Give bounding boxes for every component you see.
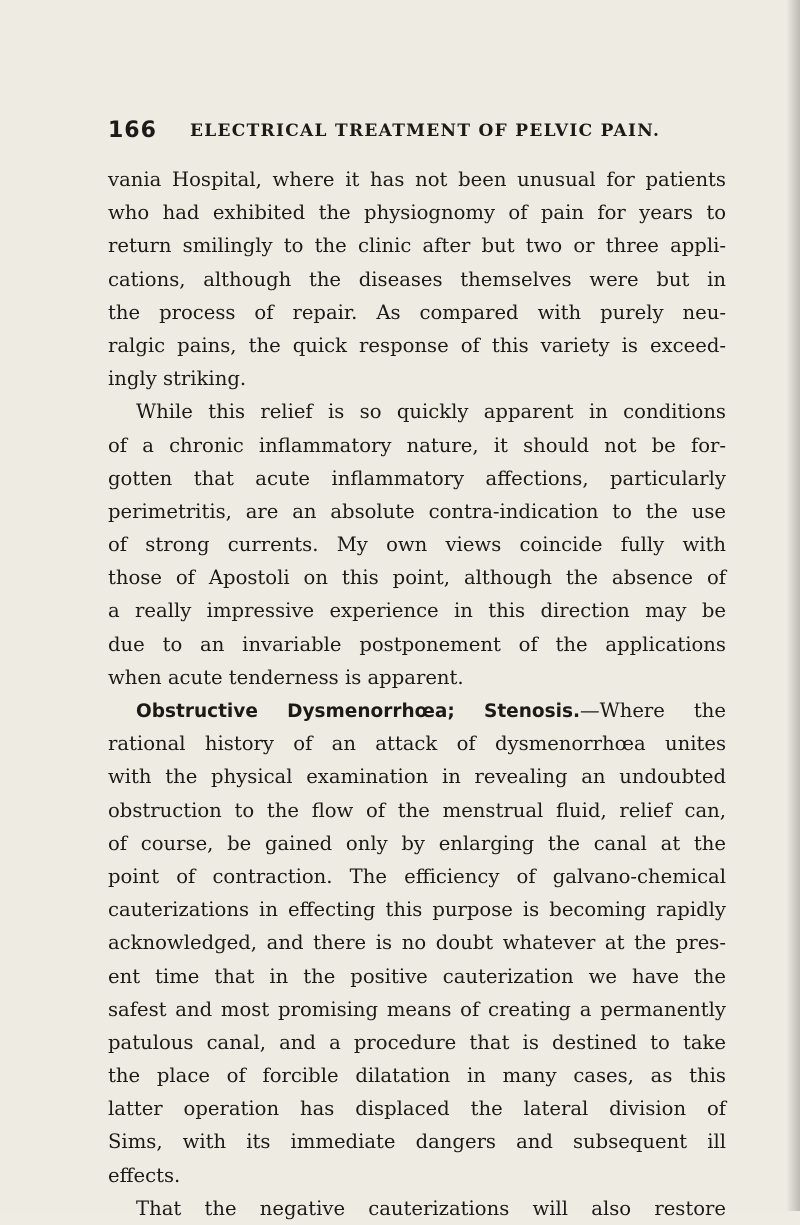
text-line: the process of repair. As compared with purely neu- bbox=[108, 300, 726, 324]
text-line: those of Apostoli on this point, although the absence of bbox=[108, 566, 726, 590]
text-line: of a chronic inflammatory nature, it should not be for- bbox=[108, 433, 726, 457]
text-line: Sims, with its immediate dangers and subsequent ill bbox=[108, 1130, 726, 1154]
text-line: a really impressive experience in this direction may be bbox=[108, 599, 726, 623]
text-line: rational history of an attack of dysmenorrhœa unites bbox=[108, 732, 726, 756]
page-edge-shadow bbox=[786, 0, 800, 1211]
text-line: due to an invariable postponement of the applications bbox=[108, 632, 726, 656]
text-line: safest and most promising means of creating a permanently bbox=[108, 997, 726, 1021]
text-line: the place of forcible dilatation in many cases, as this bbox=[108, 1064, 726, 1088]
text-line: patulous canal, and a procedure that is destined to take bbox=[108, 1030, 726, 1054]
text-line: acknowledged, and there is no doubt whatever at the pres- bbox=[108, 931, 726, 955]
section-heading-line bbox=[108, 694, 726, 727]
section-heading: Obstructive Dysmenorrhœa; Stenosis. bbox=[136, 701, 580, 722]
text-line: ent time that in the positive cauterization we have the bbox=[108, 964, 726, 988]
text-line: That the negative cauterizations will also restore bbox=[136, 1196, 726, 1220]
text-line: gotten that acute inflammatory affections, particularly bbox=[108, 466, 726, 490]
text-line: ralgic pains, the quick response of this variety is exceed- bbox=[108, 333, 726, 357]
page-header bbox=[108, 118, 728, 148]
text-line: cations, although the diseases themselves were but in bbox=[108, 267, 726, 291]
text-line: of course, be gained only by enlarging the canal at the bbox=[108, 831, 726, 855]
body-text bbox=[108, 163, 726, 1225]
text-line: point of contraction. The efficiency of galvano-chemical bbox=[108, 864, 726, 888]
text-line: latter operation has displaced the lateral division of bbox=[108, 1097, 726, 1121]
text-line: who had exhibited the physiognomy of pain for years to bbox=[108, 201, 726, 225]
text-line: when acute tenderness is apparent. bbox=[108, 665, 464, 689]
running-head: ELECTRICAL TREATMENT OF PELVIC PAIN. bbox=[190, 121, 661, 141]
page-number: 166 bbox=[108, 118, 157, 143]
text-line: ingly striking. bbox=[108, 367, 247, 391]
text-line: with the physical examination in revealing an undoubted bbox=[108, 765, 726, 789]
text-line: of strong currents. My own views coincide fully with bbox=[108, 533, 726, 557]
text-line: perimetritis, are an absolute contra-indication to the use bbox=[108, 499, 726, 523]
text-line: While this relief is so quickly apparent in conditions bbox=[136, 400, 726, 424]
text-line: return smilingly to the clinic after but two or three appli- bbox=[108, 234, 726, 258]
text-line: obstruction to the flow of the menstrual fluid, relief can, bbox=[108, 798, 726, 822]
text-line: vania Hospital, where it has not been unusual for patients bbox=[108, 168, 726, 191]
section-heading-continuation: —Where the bbox=[579, 699, 726, 722]
text-line: effects. bbox=[108, 1163, 181, 1187]
text-line: cauterizations in effecting this purpose is becoming rapidly bbox=[108, 898, 726, 922]
